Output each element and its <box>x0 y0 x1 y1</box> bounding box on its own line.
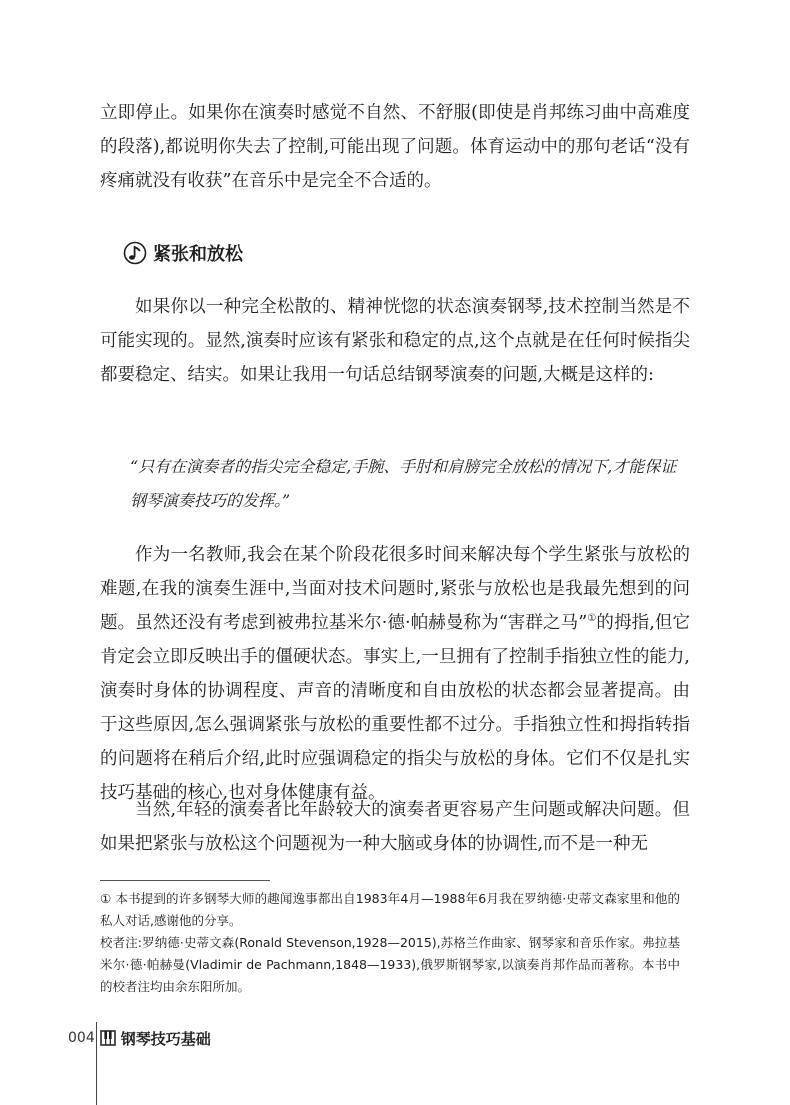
block-quote: “只有在演奏者的指尖完全稳定,手腕、手肘和肩膀完全放松的情况下,才能保证钢琴演奏技巧的发挥。” <box>130 457 677 510</box>
book-title: 钢琴技巧基础 <box>120 1029 211 1048</box>
page-footer <box>68 1027 211 1049</box>
footnote-divider <box>100 880 270 881</box>
music-note-circle-icon <box>123 241 147 265</box>
page-number: 004 <box>68 1030 95 1046</box>
paragraph-2: 如果你以一种完全松散的、精神恍惚的状态演奏钢琴,技术控制当然是不可能实现的。显然,演奏时应该有紧张和稳定的点,这个点就是在任何时候指尖都要稳定、结实。如果让我用一句话总结钢琴演奏的问题,大概是这样的: <box>100 297 690 385</box>
section-heading-text: 紧张和放松 <box>153 244 243 265</box>
piano-keys-icon <box>99 1029 117 1047</box>
paragraph-1: 立即停止。如果你在演奏时感觉不自然、不舒服(即使是肖邦练习曲中高难度的段落),都说明你失去了控制,可能出现了问题。体育运动中的那句老话“没有疼痛就没有收获”在音乐中是完全不合适的。 <box>100 103 690 191</box>
section-heading <box>123 236 243 270</box>
footnote-1: ① 本书提到的许多钢琴大师的趣闻逸事都出自1983年4月—1988年6月我在罗纳德·史蒂文森家里和他的私人对话,感谢他的分享。 <box>100 891 680 928</box>
paragraph-3 <box>100 538 690 810</box>
paragraph-4: 当然,年轻的演奏者比年龄较大的演奏者更容易产生问题或解决问题。但如果把紧张与放松这个问题视为一种大脑或身体的协调性,而不是一种无 <box>100 800 690 854</box>
footnote-ref[interactable]: ① <box>587 613 597 625</box>
footnotes <box>100 888 680 998</box>
footnote-2: 校者注:罗纳德·史蒂文森(Ronald Stevenson,1928—2015),苏格兰作曲家、钢琴家和音乐作家。弗拉基米尔·德·帕赫曼(Vladimir de Pachmann,1848—1933),俄罗斯钢琴家,以演奏肖邦作品而著称。本书中的校者注均由余东阳所加。 <box>100 935 680 994</box>
paragraph-3-text-b: 的拇指,但它肯定会立即反映出手的僵硬状态。事实上,一旦拥有了控制手指独立性的能力,演奏时身体的协调程度、声音的清晰度和自由放松的状态都会显著提高。由于这些原因,怎么强调紧张与放松的重要性都不过分。手指独立性和拇指转指的问题将在稍后介绍,此时应强调稳定的指尖与放松的身体。它们不仅是扎实技巧基础的核心,也对身体健康有益。 <box>100 613 690 803</box>
paragraph-3-text-a: 作为一名教师,我会在某个阶段花很多时间来解决每个学生紧张与放松的难题,在我的演奏生涯中,当面对技术问题时,紧张与放松也是我最先想到的问题。虽然还没有考虑到被弗拉基米尔·德·帕赫曼称为“害群之马” <box>100 545 690 633</box>
